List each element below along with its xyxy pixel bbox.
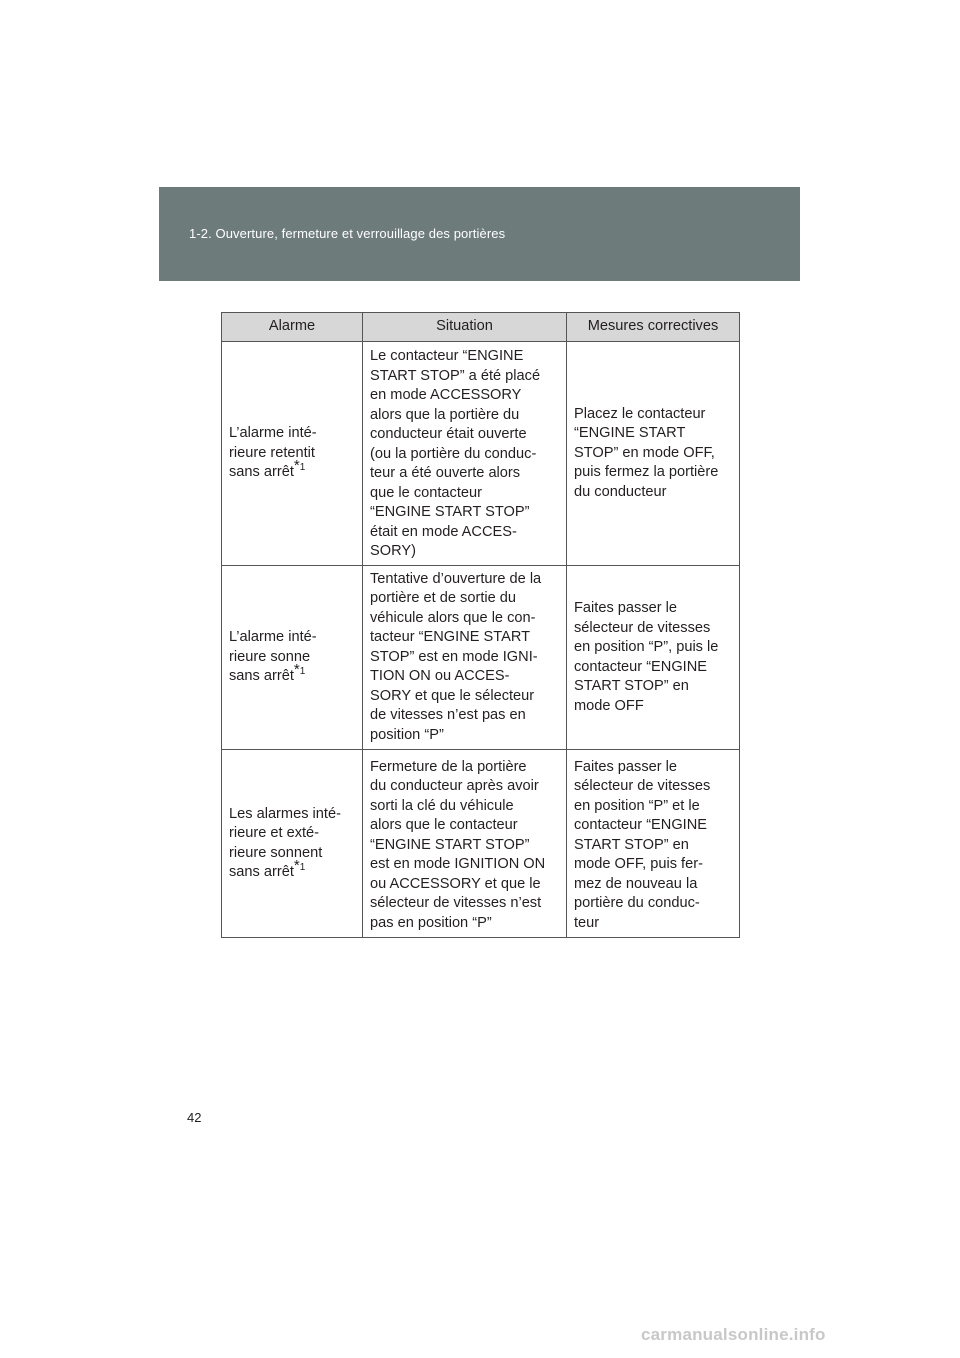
alarm-text: Les alarmes inté- rieure et exté- rieure sonnent sans arrêt xyxy=(229,805,341,880)
alarm-cell xyxy=(222,750,363,938)
page-number: 42 xyxy=(187,1110,202,1125)
table-row xyxy=(222,342,740,566)
situation-cell: Fermeture de la portière du conducteur après avoir sorti la clé du véhicule alors que le contacteur “ENGINE START STOP” est en mode IGNITION ON ou ACCESSORY et que le sélecteur de vitesses n’est pas en position “P” xyxy=(363,750,567,938)
measures-cell: Faites passer le sélecteur de vitesses en position “P”, puis le contacteur “ENGINE START STOP” en mode OFF xyxy=(567,566,740,750)
section-title: 1-2. Ouverture, fermeture et verrouillage des portières xyxy=(189,226,506,241)
alarm-text: L’alarme inté- rieure retentit sans arrêt xyxy=(229,425,317,481)
table-row xyxy=(222,566,740,750)
footnote-number: 1 xyxy=(299,462,306,474)
table-header-row xyxy=(222,313,740,342)
measures-cell: Placez le contacteur “ENGINE START STOP” en mode OFF, puis fermez la portière du conducteur xyxy=(567,342,740,566)
situation-cell: Tentative d’ouverture de la portière et de sortie du véhicule alors que le con- tacteur “ENGINE START STOP” est en mode IGNI- TION ON ou ACCES- SORY et que le sélecteur de vitesses n’est pas en position “P” xyxy=(363,566,567,750)
section-header-band xyxy=(159,187,800,281)
footnote-number: 1 xyxy=(299,862,306,874)
alarm-cell xyxy=(222,566,363,750)
watermark-link[interactable]: carmanualsonline.info xyxy=(641,1325,826,1344)
column-header-situation: Situation xyxy=(363,313,567,342)
situation-cell: Le contacteur “ENGINE START STOP” a été placé en mode ACCESSORY alors que la portière du conducteur était ouverte (ou la portière du conduc- teur a été ouverte alors que le contacteur “ENGINE START STOP” était en mode ACCES- SORY) xyxy=(363,342,567,566)
footnote-number: 1 xyxy=(299,666,306,678)
measures-cell: Faites passer le sélecteur de vitesses en position “P” et le contacteur “ENGINE START STOP” en mode OFF, puis fer- mez de nouveau la portière du conduc- teur xyxy=(567,750,740,938)
alarm-table xyxy=(221,312,740,938)
alarm-cell xyxy=(222,342,363,566)
table-row xyxy=(222,750,740,938)
column-header-alarme: Alarme xyxy=(222,313,363,342)
footnote-star: * xyxy=(293,661,300,679)
footnote-star: * xyxy=(293,457,300,475)
alarm-text: L’alarme inté- rieure sonne sans arrêt xyxy=(229,629,317,685)
column-header-mesures: Mesures correctives xyxy=(567,313,740,342)
footnote-star: * xyxy=(293,857,300,875)
